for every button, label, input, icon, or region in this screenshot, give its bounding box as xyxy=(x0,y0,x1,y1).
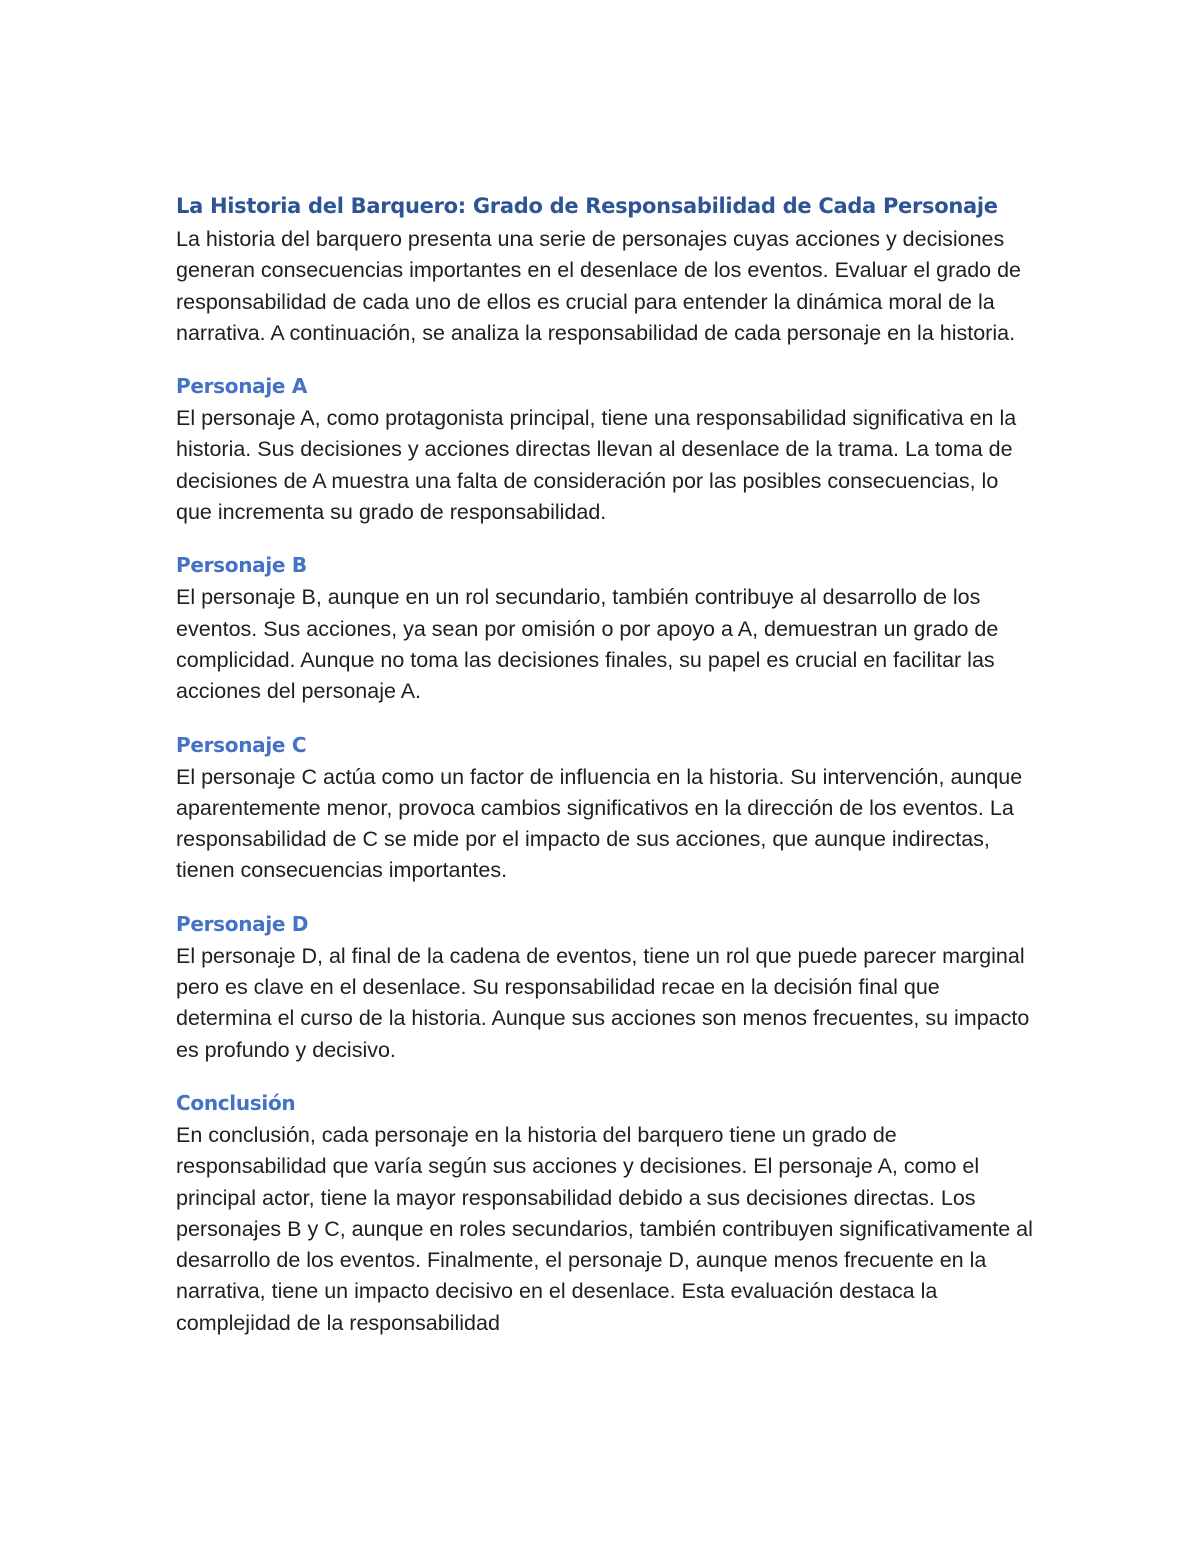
section-heading: Personaje C xyxy=(176,732,307,757)
intro-section xyxy=(176,188,1036,349)
document-title: La Historia del Barquero: Grado de Responsabilidad de Cada Personaje xyxy=(176,194,998,218)
section-heading: Conclusión xyxy=(176,1090,296,1115)
section-personaje-c xyxy=(176,728,1036,887)
section-paragraph: El personaje B, aunque en un rol secundario, también contribuye al desarrollo de los eventos. Sus acciones, ya sean por omisión o por apoyo a A, demuestran un grado de complicidad. Aunque no toma las decisiones finales, su papel es crucial en facilitar las acciones del personaje A. xyxy=(176,585,999,704)
section-personaje-a xyxy=(176,369,1036,528)
section-heading: Personaje B xyxy=(176,553,307,578)
section-personaje-b xyxy=(176,548,1036,707)
section-paragraph: El personaje D, al final de la cadena de eventos, tiene un rol que puede parecer marginal pero es clave en el desenlace. Su responsabilidad recae en la decisión final que determina el curso de la historia. Aunque sus acciones son menos frecuentes, su impacto es profundo y decisivo. xyxy=(176,943,1030,1062)
section-paragraph: El personaje A, como protagonista principal, tiene una responsabilidad significativa en la historia. Sus decisiones y acciones directas llevan al desenlace de la trama. La toma de decisiones de A muestra una falta de consideración por las posibles consecuencias, lo que incrementa su grado de responsabilidad. xyxy=(176,406,1017,525)
section-heading: Personaje D xyxy=(176,911,309,936)
intro-paragraph: La historia del barquero presenta una serie de personajes cuyas acciones y decisiones generan consecuencias importantes en el desenlace de los eventos. Evaluar el grado de responsabilidad de cada uno de ellos es crucial para entender la dinámica moral de la narrativa. A continuación, se analiza la responsabilidad de cada personaje en la historia. xyxy=(176,227,1022,345)
section-personaje-d xyxy=(176,907,1036,1066)
section-paragraph: El personaje C actúa como un factor de influencia en la historia. Su intervención, aunque aparentemente menor, provoca cambios significativos en la dirección de los eventos. La responsabilidad de C se mide por el impacto de sus acciones, que aunque indirectas, tienen consecuencias importantes. xyxy=(176,764,1023,883)
section-conclusion xyxy=(176,1086,1036,1339)
section-heading: Personaje A xyxy=(176,374,308,399)
document-content xyxy=(176,188,1036,1339)
section-paragraph: En conclusión, cada personaje en la historia del barquero tiene un grado de responsabilidad que varía según sus acciones y decisiones. El personaje A, como el principal actor, tiene la mayor responsabilidad debido a sus decisiones directas. Los personajes B y C, aunque en roles secundarios, también contribuyen significativamente al desarrollo de los eventos. Finalmente, el personaje D, aunque menos frecuente en la narrativa, tiene un impacto decisivo en el desenlace. Esta evaluación destaca la complejidad de la responsabilidad xyxy=(176,1122,1033,1335)
